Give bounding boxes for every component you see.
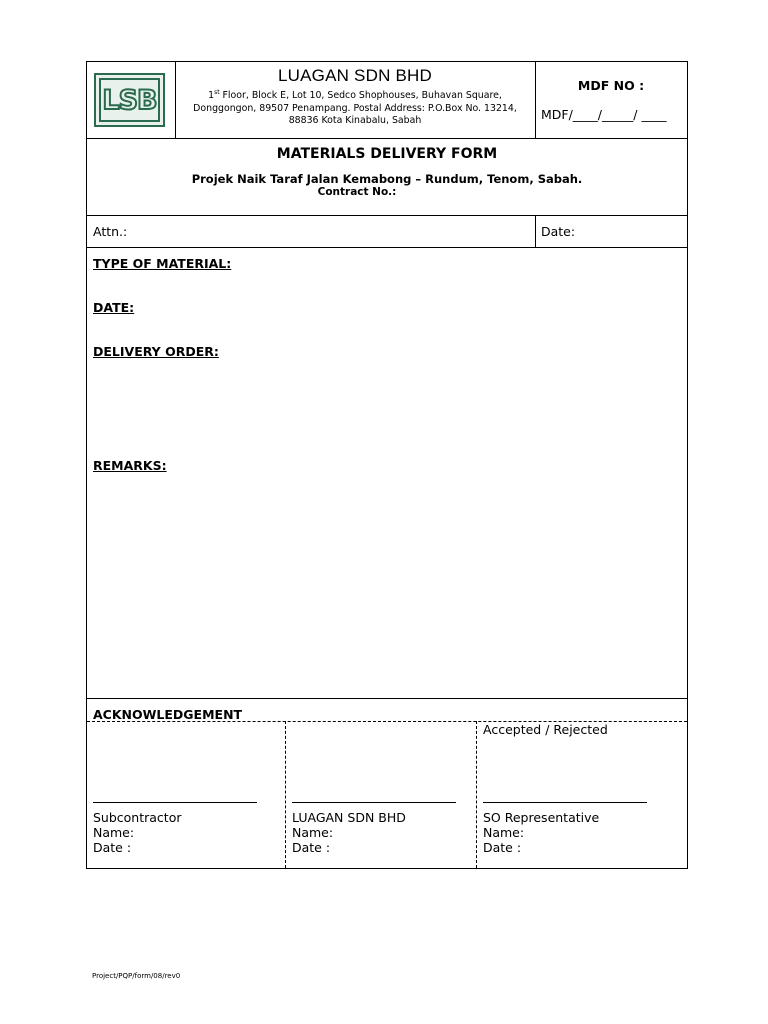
mdf-number-field[interactable]: MDF/____/_____/ ____ <box>541 107 667 122</box>
divider <box>87 138 687 139</box>
company-logo <box>94 73 165 127</box>
signature-role: Subcontractor <box>93 810 182 825</box>
address-floor-suffix: st <box>214 89 220 96</box>
project-name: Projek Naik Taraf Jalan Kemabong – Rundum, Tenom, Sabah. <box>191 172 583 186</box>
signature-details <box>292 810 406 855</box>
signature-date: Date : <box>483 840 522 855</box>
form-title: MATERIALS DELIVERY FORM <box>276 146 498 162</box>
dashed-divider <box>285 721 286 868</box>
signature-details <box>93 810 182 855</box>
date-label: DATE: <box>93 300 135 315</box>
signature-role: SO Representative <box>483 810 600 825</box>
signature-line[interactable] <box>483 802 647 803</box>
signature-so-representative <box>477 721 687 868</box>
address-text: Floor, Block E, Lot 10, Sedco Shophouses, Buhavan Square, Donggongon, 89507 Penampang. Postal Address: P.O.Box No. 13214, 88836 Kota Kinabalu, Sabah <box>193 90 517 127</box>
type-of-material-label: TYPE OF MATERIAL: <box>93 256 232 271</box>
contract-number-label: Contract No.: <box>317 186 397 198</box>
materials-delivery-form <box>86 61 688 869</box>
signature-name: Name: <box>483 825 525 840</box>
signature-name: Name: <box>292 825 334 840</box>
mdf-number-cell <box>535 62 687 138</box>
company-address <box>175 87 535 128</box>
signature-line[interactable] <box>93 802 257 803</box>
signature-name: Name: <box>93 825 135 840</box>
remarks-label: REMARKS: <box>93 458 167 473</box>
divider <box>87 215 687 216</box>
signature-subcontractor <box>93 721 283 868</box>
signature-line[interactable] <box>292 802 456 803</box>
attn-field[interactable]: Attn.: <box>93 224 128 239</box>
signature-role: LUAGAN SDN BHD <box>292 810 406 825</box>
signature-date: Date : <box>292 840 331 855</box>
company-info <box>175 62 535 138</box>
date-field[interactable]: Date: <box>541 224 576 239</box>
signature-date: Date : <box>93 840 132 855</box>
signature-luagan <box>292 721 472 868</box>
divider <box>87 247 687 248</box>
divider <box>87 698 687 699</box>
signature-details <box>483 810 599 855</box>
company-name: LUAGAN SDN BHD <box>278 66 432 85</box>
form-reference: Project/PQP/form/08/rev0 <box>92 972 181 980</box>
acknowledgement-title: ACKNOWLEDGEMENT <box>93 707 243 722</box>
mdf-title: MDF NO : <box>577 78 645 93</box>
logo-text: LSB <box>99 78 160 122</box>
logo-cell <box>87 62 175 138</box>
delivery-order-label: DELIVERY ORDER: <box>93 344 219 359</box>
address-floor-number: 1 <box>208 90 215 102</box>
accepted-rejected-option[interactable]: Accepted / Rejected <box>483 722 608 737</box>
divider <box>535 215 536 247</box>
